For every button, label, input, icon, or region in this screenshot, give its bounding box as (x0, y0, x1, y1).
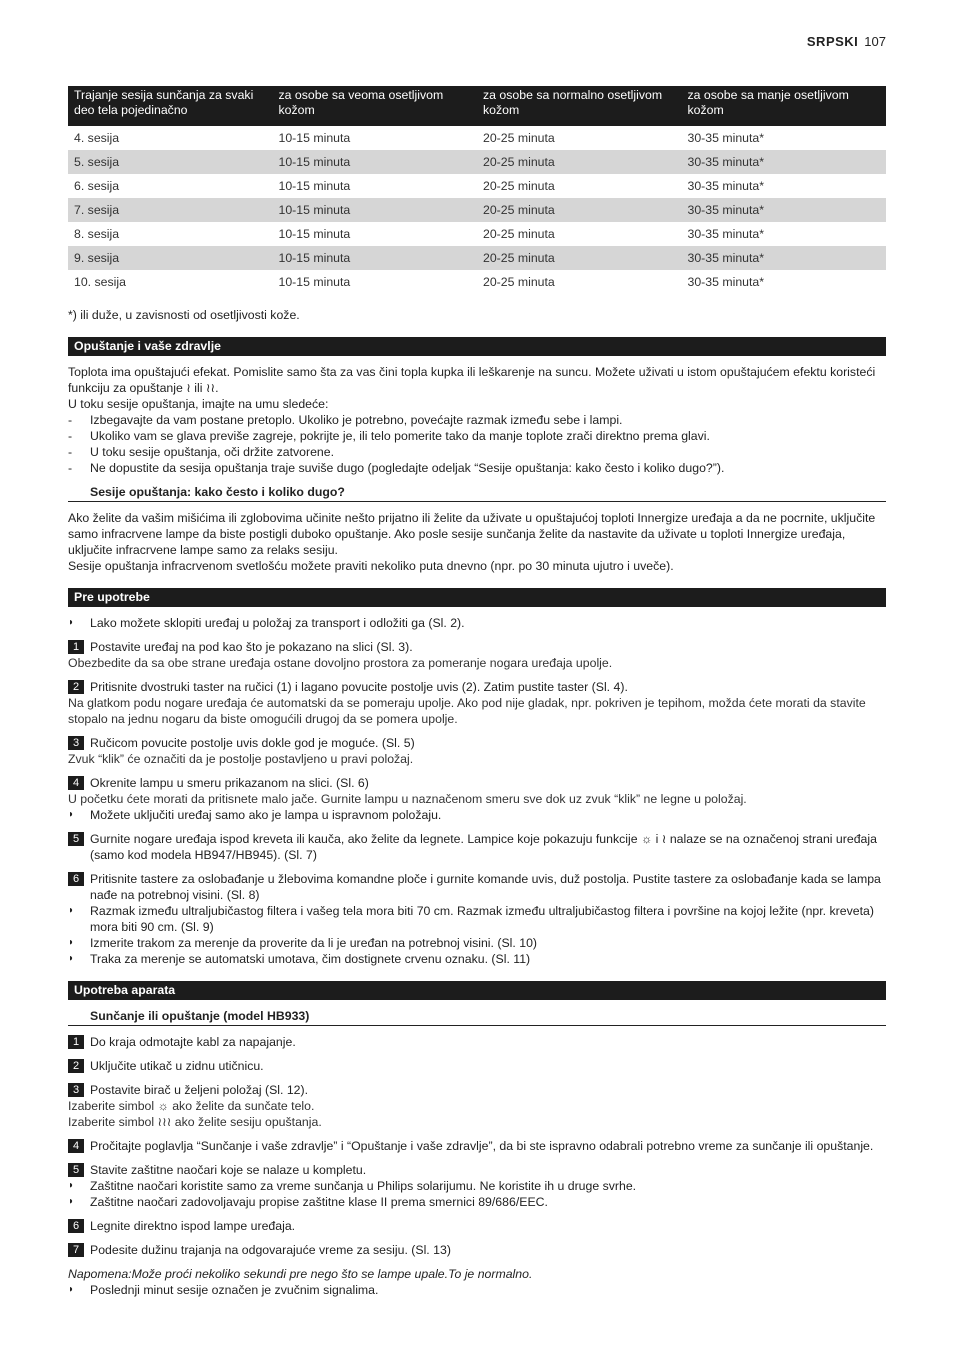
list-item (68, 935, 886, 951)
step-number: 4 (68, 1139, 84, 1153)
table-cell: 10-15 minuta (278, 131, 351, 145)
table-row (68, 126, 886, 150)
step-item (68, 1058, 886, 1074)
step-detail: Zvuk “klik” će označiti da je postolje postavljeno u pravi položaj. (68, 752, 414, 766)
table-cell: 10. sesija (74, 275, 126, 289)
list-item: - Izbegavajte da vam postane pretoplo. Ukoliko je potrebno, povećajte razmak između sebe i lampi. (68, 412, 886, 428)
step-text: Okrenite lampu u smeru prikazanom na slici. (Sl. 6) (90, 776, 369, 790)
table-cell: 30-35 minuta* (682, 198, 887, 222)
bullet-arrow-icon: ◗ (68, 1196, 75, 1207)
table-cell: 30-35 minuta* (682, 150, 887, 174)
table-footnote: *) ili duže, u zavisnosti od osetljivosti kože. (68, 308, 300, 322)
section-title-relaxation: Opuštanje i vaše zdravlje (68, 337, 886, 356)
bullet-arrow-icon: ◗ (68, 809, 75, 820)
table-cell: 7. sesija (68, 198, 273, 222)
table-cell: 10-15 minuta (278, 179, 351, 193)
list-item (68, 1282, 886, 1298)
table-cell: 30-35 minuta* (687, 275, 765, 289)
step-number: 5 (68, 1163, 84, 1177)
step-number: 5 (68, 832, 84, 846)
table-cell: 8. sesija (74, 227, 120, 241)
list-item (68, 1178, 886, 1194)
list-item (68, 951, 886, 967)
bullet-text: Zaštitne naočari koristite samo za vreme sunčanja u Philips solarijumu. Ne koristite ih u druge svrhe. (90, 1179, 637, 1193)
list-item (68, 1194, 886, 1210)
list-item: - U toku sesije opuštanja, oči držite zatvorene. (68, 444, 886, 460)
step-detail: Obezbedite da sa obe strane uređaja ostane dovoljno prostora za pomeranje nogara uređaja upolje. (68, 656, 613, 670)
table-cell: 20-25 minuta (477, 198, 682, 222)
table-cell: 20-25 minuta (477, 246, 682, 270)
list-item: - Ukoliko vam se glava previše zagreje, pokrijte je, ili telo pomerite tako da manje toplote zrači direktno prema glavi. (68, 428, 886, 444)
step-text: Pročitajte poglavlja “Sunčanje i vaše zdravlje” i “Opuštanje i vaše zdravlje”, da bi ste ispravno odabrali potrebno vreme za sunčanje ili opuštanje. (90, 1139, 874, 1153)
step-number: 7 (68, 1243, 84, 1257)
table-cell: 10-15 minuta (273, 198, 478, 222)
step-item (68, 735, 886, 751)
page-header (807, 34, 886, 50)
table-cell: 30-35 minuta* (687, 179, 765, 193)
step-detail: Izaberite simbol ☼ ako želite da sunčate telo. (68, 1099, 315, 1113)
step-number: 4 (68, 776, 84, 790)
list-item (68, 903, 886, 935)
bullet-arrow-icon: ◗ (68, 617, 75, 628)
tanning-session-table (68, 86, 886, 294)
table-cell: 30-35 minuta* (682, 246, 887, 270)
step-item (68, 871, 886, 903)
step-number: 1 (68, 1035, 84, 1049)
bullet-arrow-icon: ◗ (68, 953, 75, 964)
table-row (68, 174, 886, 198)
table-cell: 20-25 minuta (477, 150, 682, 174)
table-cell: 30-35 minuta* (687, 227, 765, 241)
relax-intro: Toplota ima opuštajući efekat. Pomislite samo šta za vas čini topla kupka ili leškarenje na suncu. Možete uživati u istom opuštajućem efektu koristeći funkciju za opuštanje ≀ ili ≀≀. (68, 365, 876, 395)
table-cell: 9. sesija (68, 246, 273, 270)
bullet-arrow-icon: ◗ (68, 1284, 75, 1295)
step-item (68, 1242, 886, 1258)
step-text: Gurnite nogare uređaja ispod kreveta ili kauča, ako želite da legnete. Lampice koje pokazuju funkcije ☼ i ≀ nalaze se na označenoj strani uređaja (samo kod modela HB947/HB945). (Sl. 7) (90, 832, 877, 862)
bullet-text: Traka za merenje se automatski umotava, čim dostignete crvenu oznaku. (Sl. 11) (90, 952, 531, 966)
step-item (68, 1034, 886, 1050)
relax-lead: U toku sesije opuštanja, imajte na umu sledeće: (68, 397, 329, 411)
step-item (68, 775, 886, 791)
table-cell: 20-25 minuta (483, 131, 555, 145)
step-item (68, 1082, 886, 1098)
step-text: Pritisnite dvostruki taster na ručici (1) i lagano povucite postolje uvis (2). Zatim pustite taster (Sl. 4). (90, 680, 628, 694)
step-text: Do kraja odmotajte kabl za napajanje. (90, 1035, 296, 1049)
step-item (68, 1162, 886, 1178)
step-number: 1 (68, 640, 84, 654)
language-label: SRPSKI (806, 34, 859, 49)
section-title-using-appliance: Upotreba aparata (68, 981, 886, 1000)
bullet-arrow-icon: ◗ (68, 937, 75, 948)
list-item (68, 615, 886, 631)
table-cell: 20-25 minuta (483, 275, 555, 289)
step-detail: U početku ćete morati da pritisnete malo jače. Gurnite lampu u naznačenom smeru sve dok uz zvuk “klik” ne legne u položaj. (68, 792, 747, 806)
step-number: 2 (68, 1059, 84, 1073)
step-item (68, 679, 886, 695)
table-cell: 5. sesija (68, 150, 273, 174)
table-row (68, 198, 886, 222)
step-detail: Izaberite simbol ≀≀≀ ako želite sesiju opuštanja. (68, 1115, 322, 1129)
bullet-text: Možete uključiti uređaj samo ako je lampa u ispravnom položaju. (90, 808, 442, 822)
table-cell: 20-25 minuta (483, 179, 555, 193)
step-detail: Na glatkom podu nogare uređaja će automatski da se pomeraju upolje. Ako pod nije gladak, npr. pokriven je tepihom, možda ćete morati da stavite stopalo na jednu nogaru da biste omogućili drugoj da se pomera upolje. (68, 696, 866, 726)
bullet-arrow-icon: ◗ (68, 1180, 75, 1191)
step-text: Postavite uređaj na pod kao što je pokazano na slici (Sl. 3). (90, 640, 413, 654)
list-item (68, 807, 886, 823)
step-text: Ručicom povucite postolje uvis dokle god je moguće. (Sl. 5) (90, 736, 415, 750)
bullet-text: Izmerite trakom za merenje da proverite da li je uređan na potrebnoj visini. (Sl. 10) (90, 936, 537, 950)
step-text: Pritisnite tastere za oslobađanje u žlebovima komandne ploče i gurnite komande uvis, duž postolja. Pustite tastere za oslobađanje kada se lampa nađe na potrebnoj visini. (Sl. 8) (90, 872, 881, 902)
table-header-cell: Trajanje sesija sunčanja za svaki deo tela pojedinačno (68, 86, 273, 126)
bullet-arrow-icon: ◗ (68, 905, 75, 916)
step-text: Uključite utikač u zidnu utičnicu. (90, 1059, 264, 1073)
note-text: Napomena:Može proći nekoliko sekundi pre nego što se lampe upale.To je normalno. (68, 1267, 533, 1281)
table-cell: 6. sesija (74, 179, 120, 193)
table-cell: 20-25 minuta (483, 227, 555, 241)
table-cell: 30-35 minuta* (687, 131, 765, 145)
table-header-cell: za osobe sa normalno osetljivom kožom (477, 86, 682, 126)
step-item (68, 1138, 886, 1154)
step-text: Podesite dužinu trajanja na odgovarajuće vreme za sesiju. (Sl. 13) (90, 1243, 451, 1257)
step-text: Postavite birač u željeni položaj (Sl. 12). (90, 1083, 309, 1097)
table-header-cell: za osobe sa manje osetljivom kožom (682, 86, 887, 126)
subsection-title-tanning-relax-hb933: Sunčanje ili opuštanje (model HB933) (68, 1008, 886, 1026)
table-row (68, 270, 886, 294)
table-cell: 10-15 minuta (278, 275, 351, 289)
step-number: 6 (68, 1219, 84, 1233)
step-text: Stavite zaštitne naočari koje se nalaze u kompletu. (90, 1163, 367, 1177)
list-item: - Ne dopustite da sesija opuštanja traje suviše dugo (pogledajte odeljak “Sesije opuštanja: kako često i koliko dugo?”). (68, 460, 886, 476)
page-number: 107 (864, 34, 886, 49)
step-number: 6 (68, 872, 84, 886)
table-row (68, 246, 886, 270)
subsection-title-relax-frequency: Sesije opuštanja: kako često i koliko dugo? (68, 484, 886, 502)
step-text: Legnite direktno ispod lampe uređaja. (90, 1219, 296, 1233)
table-header-row (68, 86, 886, 126)
step-number: 3 (68, 1083, 84, 1097)
bullet-text: Razmak između ultraljubičastog filtera i vašeg tela mora biti 70 cm. Razmak između ultraljubičastog filtera i površine na kojoj ležite (npr. kreveta) mora biti 90 cm. (Sl. 9) (90, 904, 874, 934)
bullet-text: Zaštitne naočari zadovoljavaju propise zaštitne klase II prema smernici 89/686/EEC. (90, 1195, 548, 1209)
step-item (68, 831, 886, 863)
section-title-before-use: Pre upotrebe (68, 588, 886, 607)
table-header-cell: za osobe sa veoma osetljivom kožom (273, 86, 478, 126)
step-item (68, 639, 886, 655)
relax-frequency-text-2: Sesije opuštanja infracrvenom svetlošću možete praviti nekoliko puta dnevno (npr. po 30 minuta ujutro i uveče). (68, 559, 674, 573)
table-cell: 10-15 minuta (273, 246, 478, 270)
step-number: 3 (68, 736, 84, 750)
table-cell: 4. sesija (74, 131, 120, 145)
step-number: 2 (68, 680, 84, 694)
table-cell: 10-15 minuta (273, 150, 478, 174)
bullet-text: Poslednji minut sesije označen je zvučnim signalima. (90, 1283, 379, 1297)
bullet-text: Lako možete sklopiti uređaj u položaj za transport i odložiti ga (Sl. 2). (90, 616, 465, 630)
table-cell: 10-15 minuta (278, 227, 351, 241)
table-row (68, 150, 886, 174)
table-row (68, 222, 886, 246)
step-item (68, 1218, 886, 1234)
relax-frequency-text: Ako želite da vašim mišićima ili zglobovima učinite nešto prijatno ili želite da uživate u opuštajućoj toploti Innergize uređaja a da ne pocrnite, uključite samo infracrvene lampe da biste postigli duboko opuštanje. Ako posle sesije sunčanja želite da nastavite da uživate u toploti Innergize uređaja, uključite infracrvene lampe samo za relaks sesiju. (68, 511, 876, 557)
content-flow (68, 307, 886, 1298)
